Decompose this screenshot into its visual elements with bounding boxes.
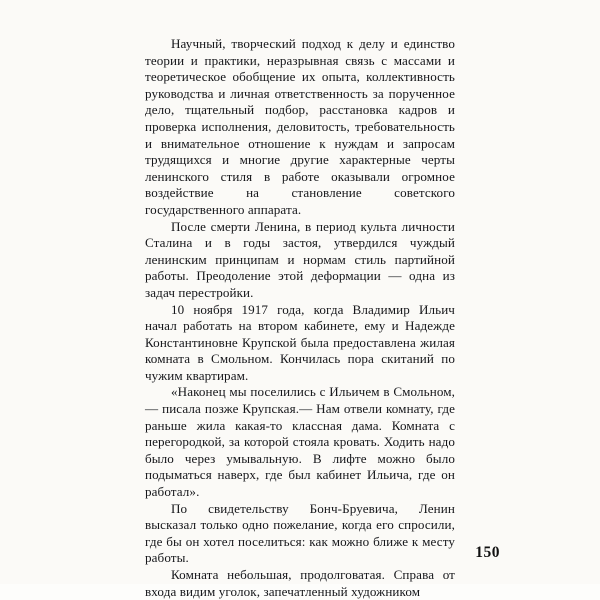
text-column: [145, 30, 455, 600]
paragraph: 10 ноября 1917 года, когда Владимир Ильич начал работать на втором кабинете, ему и Надежде Константиновне Крупской была предоставлена жилая комната в Смольном. Кончилась пора скитаний по чужим квартирам.: [145, 301, 455, 383]
page-number: 150: [475, 544, 500, 561]
paragraph: Комната небольшая, продолговатая. Справа от входа видим уголок, запечатленный художником: [145, 567, 455, 599]
paragraph: После смерти Ленина, в период культа личности Сталина и в годы застоя, утвердился чуждый ленинским принципам и нормам стиль партийной работы. Преодоление этой деформации — одна из задач перестройки.: [145, 218, 455, 300]
paragraph: По свидетельству Бонч-Бруевича, Ленин высказал только одно пожелание, когда его спросили, где бы он хотел поселиться: как можно ближе к месту работы.: [145, 500, 455, 566]
paragraph: «Наконец мы поселились с Ильичем в Смольном,— писала позже Крупская.— Нам отвели комнату, где раньше жила какая-то классная дама. Комната с перегородкой, за которой стояла кровать. Ходить надо было через умывальную. В лифте можно было подыматься наверх, где был кабинет Ильича, где он работал».: [145, 384, 455, 500]
paragraph: Научный, творческий подход к делу и единство теории и практики, неразрывная связь с массами и теоретическое обобщение их опыта, коллективность руководства и личная ответственность за порученное дело, тщательный подбор, расстановка кадров и проверка исполнения, деловитость, требовательность и внимательное отношение к нуждам и запросам трудящихся и многие другие характерные черты ленинского стиля в работе оказывали огромное воздействие на становление советского государственного аппарата.: [145, 36, 455, 217]
